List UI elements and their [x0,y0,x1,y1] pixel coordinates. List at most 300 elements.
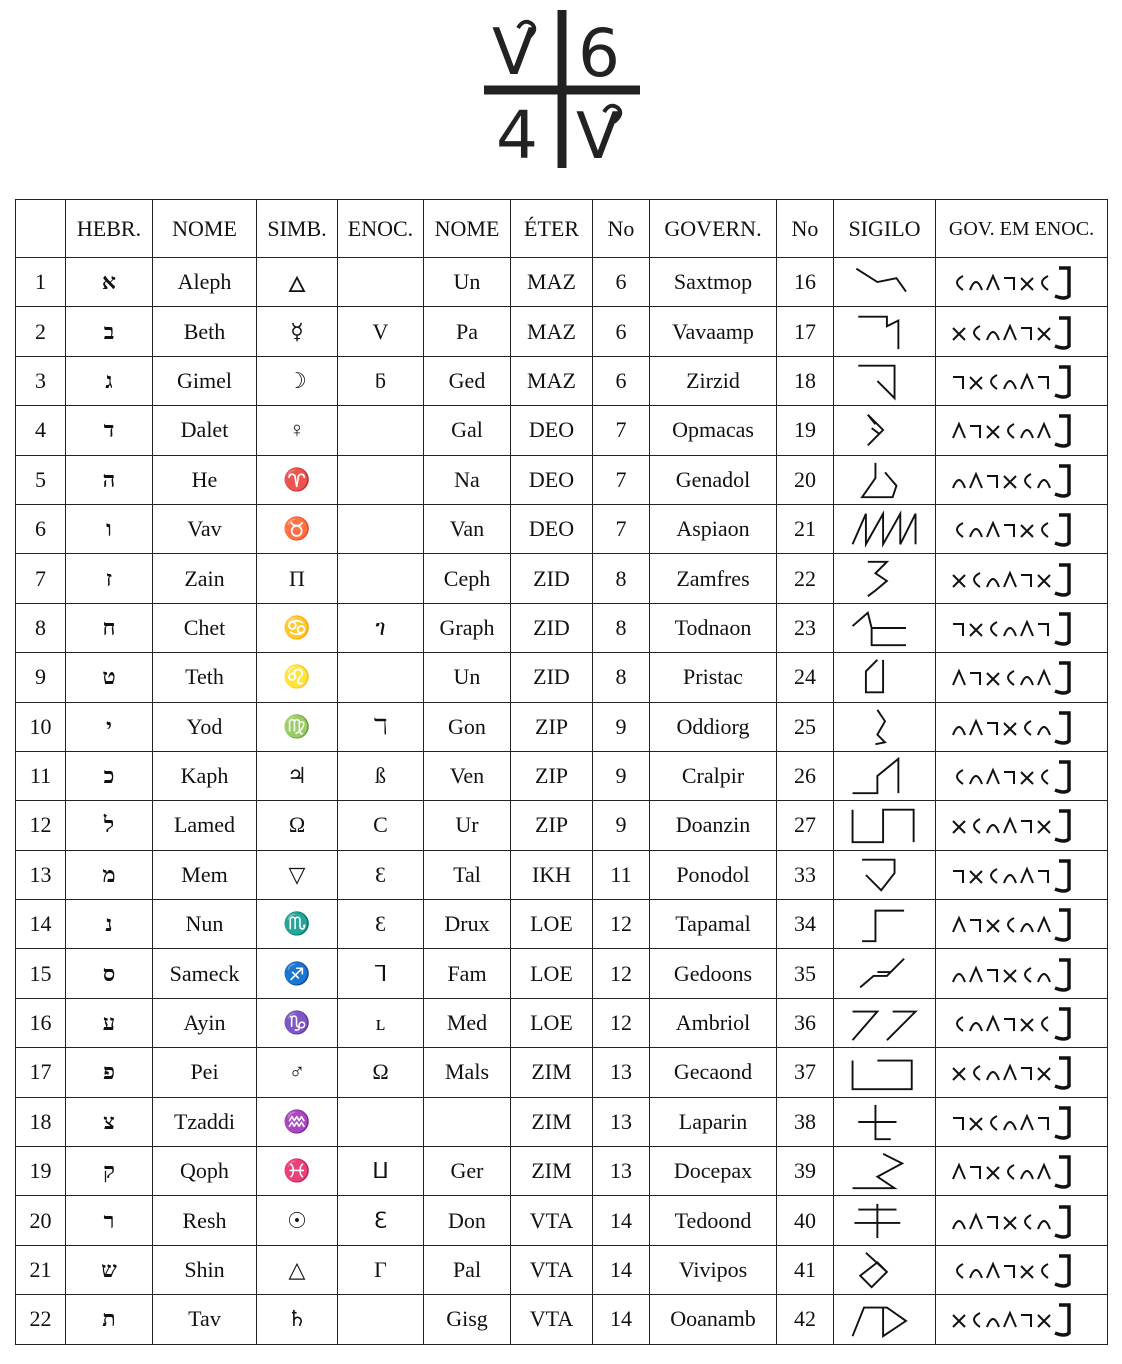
enochian-letter [338,258,424,307]
row-number: 5 [16,455,66,504]
governor-enochian-word [936,702,1108,751]
governor-number: 35 [777,949,834,998]
row-number: 3 [16,356,66,405]
header-aether-no: No [593,200,650,258]
row-number: 14 [16,900,66,949]
aether-number: 7 [593,504,650,553]
hebrew-letter: פ [66,1048,153,1097]
header-enochian-name: NOME [424,200,511,258]
header-enochian: ENOC. [338,200,424,258]
sigil-icon [834,653,936,702]
governor-enochian-word [936,1097,1108,1146]
table-row [16,406,1108,455]
emblem-bottom-left: 4 [496,97,538,170]
astro-symbol: ☿ [257,307,338,356]
letter-name: Lamed [153,801,257,850]
row-number: 21 [16,1245,66,1294]
row-number: 4 [16,406,66,455]
governor-enochian-word [936,900,1108,949]
enochian-letter-name: Un [424,258,511,307]
row-number: 15 [16,949,66,998]
governor-number: 37 [777,1048,834,1097]
hebrew-letter: ו [66,504,153,553]
letter-name: Aleph [153,258,257,307]
governor-enochian-word [936,1048,1108,1097]
table-row [16,1196,1108,1245]
aether-name: ZIP [511,801,593,850]
governor-number: 25 [777,702,834,751]
letter-name: Shin [153,1245,257,1294]
enochian-letter-name: Graph [424,603,511,652]
governor-enochian-word [936,949,1108,998]
enochian-letter-name: Ceph [424,554,511,603]
table-row [16,1097,1108,1146]
enochian-letter: ⵡ [338,1147,424,1196]
enochian-letter: ᒣ [338,949,424,998]
aether-name: DEO [511,504,593,553]
aether-number: 13 [593,1048,650,1097]
enochian-letter [338,653,424,702]
enochian-letter: ƃ [338,356,424,405]
letter-name: Sameck [153,949,257,998]
aether-name: LOE [511,998,593,1047]
table-row [16,1295,1108,1344]
enochian-letter-name: Ged [424,356,511,405]
header-governor-enochian: GOV. EM ENOC. [936,200,1108,258]
sigil-icon [834,998,936,1047]
aether-name: ZIM [511,1048,593,1097]
aether-number: 8 [593,653,650,702]
letter-name: Resh [153,1196,257,1245]
row-number: 7 [16,554,66,603]
letter-name: Tav [153,1295,257,1344]
astro-symbol: ♄ [257,1295,338,1344]
astro-symbol: ♓ [257,1147,338,1196]
enochian-letter-name: Don [424,1196,511,1245]
table-row [16,504,1108,553]
sigil-icon [834,554,936,603]
governor-name: Pristac [650,653,777,702]
aether-number: 12 [593,900,650,949]
governor-number: 41 [777,1245,834,1294]
aether-number: 14 [593,1245,650,1294]
hebrew-letter: צ [66,1097,153,1146]
table-row [16,801,1108,850]
governor-enochian-word [936,1245,1108,1294]
aether-number: 8 [593,603,650,652]
letter-name: Kaph [153,751,257,800]
governor-name: Doanzin [650,801,777,850]
enochian-letter: Ω [338,1048,424,1097]
enochian-letter-name: Fam [424,949,511,998]
header-symbol: SIMB. [257,200,338,258]
enochian-letter: ß [338,751,424,800]
table-row [16,307,1108,356]
emblem-bottom-right: V [576,100,620,170]
letter-name: Mem [153,850,257,899]
enochian-letter-name: Med [424,998,511,1047]
governor-name: Ooanamb [650,1295,777,1344]
astro-symbol: ♋ [257,603,338,652]
sigil-icon [834,850,936,899]
aether-number: 12 [593,998,650,1047]
sigil-icon [834,900,936,949]
emblem-top-right: 6 [578,15,620,92]
aether-name: DEO [511,455,593,504]
enochian-letter-name: Ur [424,801,511,850]
enochian-letter-name: Ven [424,751,511,800]
hebrew-letter: ג [66,356,153,405]
astro-symbol: ♒ [257,1097,338,1146]
governor-name: Oddiorg [650,702,777,751]
astro-symbol: ♐ [257,949,338,998]
aether-number: 12 [593,949,650,998]
enochian-letter-name: Pal [424,1245,511,1294]
sigil-icon [834,949,936,998]
table-row [16,1245,1108,1294]
row-number: 13 [16,850,66,899]
table-row [16,1147,1108,1196]
governor-number: 38 [777,1097,834,1146]
astro-symbol: ♍ [257,702,338,751]
governor-enochian-word [936,850,1108,899]
governor-name: Saxtmop [650,258,777,307]
table-row [16,603,1108,652]
aether-name: DEO [511,406,593,455]
header-row [16,200,1108,258]
hebrew-letter: נ [66,900,153,949]
letter-name: Ayin [153,998,257,1047]
enochian-letter: V [338,307,424,356]
enochian-letter: ገ [338,603,424,652]
aether-name: LOE [511,949,593,998]
hebrew-letter: א [66,258,153,307]
sigil-icon [834,1048,936,1097]
letter-name: Beth [153,307,257,356]
aether-number: 9 [593,702,650,751]
governor-number: 39 [777,1147,834,1196]
astro-symbol: ♏ [257,900,338,949]
astro-symbol: ♂ [257,1048,338,1097]
astro-symbol: ▽ [257,850,338,899]
row-number: 20 [16,1196,66,1245]
governor-name: Ambriol [650,998,777,1047]
emblem-logo [478,8,646,170]
astro-symbol: Ω [257,801,338,850]
governor-number: 33 [777,850,834,899]
aether-name: ZID [511,653,593,702]
governor-enochian-word [936,504,1108,553]
aether-name: IKH [511,850,593,899]
enochian-letter-name: Gon [424,702,511,751]
astro-symbol: ♈ [257,455,338,504]
governor-number: 42 [777,1295,834,1344]
astro-symbol: ♑ [257,998,338,1047]
governor-number: 27 [777,801,834,850]
sigil-icon [834,504,936,553]
governor-number: 23 [777,603,834,652]
aether-name: MAZ [511,258,593,307]
sigil-icon [834,258,936,307]
hebrew-letter: ל [66,801,153,850]
aether-number: 13 [593,1097,650,1146]
governor-name: Vivipos [650,1245,777,1294]
enochian-letter [338,1097,424,1146]
governor-number: 34 [777,900,834,949]
hebrew-letter: ש [66,1245,153,1294]
enochian-letter-name: Van [424,504,511,553]
governor-number: 17 [777,307,834,356]
aether-number: 6 [593,307,650,356]
hebrew-letter: ת [66,1295,153,1344]
sigil-icon [834,1196,936,1245]
header-governor: GOVERN. [650,200,777,258]
astro-symbol: △ [257,1245,338,1294]
letter-name: Qoph [153,1147,257,1196]
row-number: 17 [16,1048,66,1097]
governor-number: 26 [777,751,834,800]
governor-enochian-word [936,653,1108,702]
letter-name: Yod [153,702,257,751]
enochian-letter [338,455,424,504]
astro-symbol: ☽ [257,356,338,405]
governor-name: Cralpir [650,751,777,800]
enochian-letter: Γ [338,1245,424,1294]
sigil-icon [834,603,936,652]
sigil-icon [834,1245,936,1294]
enochian-letter-name: Ger [424,1147,511,1196]
astro-symbol: ♀ [257,406,338,455]
hebrew-letter: ר [66,1196,153,1245]
emblem-top-left: V [492,16,536,90]
governor-enochian-word [936,406,1108,455]
governor-name: Ponodol [650,850,777,899]
sigil-icon [834,751,936,800]
header-name: NOME [153,200,257,258]
sigil-icon [834,1097,936,1146]
table-row [16,900,1108,949]
enochian-letter: Ɛ [338,850,424,899]
aether-number: 14 [593,1295,650,1344]
row-number: 11 [16,751,66,800]
governor-enochian-word [936,455,1108,504]
letter-name: He [153,455,257,504]
enochian-letter [338,406,424,455]
enochian-letter-name: Na [424,455,511,504]
governor-name: Aspiaon [650,504,777,553]
governor-name: Tedoond [650,1196,777,1245]
astro-symbol: ♉ [257,504,338,553]
row-number: 18 [16,1097,66,1146]
governor-enochian-word [936,998,1108,1047]
header-aether: ÉTER [511,200,593,258]
letter-name: Nun [153,900,257,949]
row-number: 16 [16,998,66,1047]
aether-number: 6 [593,258,650,307]
letter-name: Chet [153,603,257,652]
aether-number: 7 [593,455,650,504]
table-row [16,1048,1108,1097]
row-number: 8 [16,603,66,652]
enochian-letter-name [424,1097,511,1146]
governor-name: Vavaamp [650,307,777,356]
row-number: 1 [16,258,66,307]
hebrew-letter: ב [66,307,153,356]
sigil-icon [834,1295,936,1344]
astro-symbol: ♃ [257,751,338,800]
table-row [16,949,1108,998]
table-row [16,998,1108,1047]
enochian-letter: Ɛ [338,900,424,949]
aether-name: MAZ [511,356,593,405]
table-row [16,554,1108,603]
governor-enochian-word [936,1295,1108,1344]
governor-name: Gecaond [650,1048,777,1097]
governor-name: Opmacas [650,406,777,455]
table-row [16,356,1108,405]
governor-name: Laparin [650,1097,777,1146]
governor-number: 20 [777,455,834,504]
letter-name: Pei [153,1048,257,1097]
enochian-letter-name: Un [424,653,511,702]
letter-name: Tzaddi [153,1097,257,1146]
hebrew-letter: ע [66,998,153,1047]
row-number: 10 [16,702,66,751]
sigil-icon [834,801,936,850]
hebrew-letter: מ [66,850,153,899]
letter-name: Teth [153,653,257,702]
correspondence-table [15,199,1108,1345]
sigil-icon [834,356,936,405]
letter-name: Vav [153,504,257,553]
table-row [16,258,1108,307]
aether-name: ZIP [511,751,593,800]
aether-number: 6 [593,356,650,405]
aether-name: ZIP [511,702,593,751]
hebrew-letter: ק [66,1147,153,1196]
governor-name: Tapamal [650,900,777,949]
hebrew-letter: י [66,702,153,751]
letter-name: Zain [153,554,257,603]
astro-symbol: Π [257,554,338,603]
hebrew-letter: כ [66,751,153,800]
sigil-icon [834,455,936,504]
sigil-icon [834,307,936,356]
governor-name: Docepax [650,1147,777,1196]
hebrew-letter: ט [66,653,153,702]
governor-number: 18 [777,356,834,405]
governor-enochian-word [936,307,1108,356]
hebrew-letter: ד [66,406,153,455]
aether-number: 9 [593,751,650,800]
aether-name: ZID [511,603,593,652]
enochian-letter: C [338,801,424,850]
header-sigil: SIGILO [834,200,936,258]
aether-name: VTA [511,1295,593,1344]
table-row [16,455,1108,504]
header-governor-no: No [777,200,834,258]
sigil-icon [834,702,936,751]
governor-name: Todnaon [650,603,777,652]
governor-number: 24 [777,653,834,702]
table-row [16,850,1108,899]
enochian-letter-name: Mals [424,1048,511,1097]
governor-number: 22 [777,554,834,603]
aether-number: 9 [593,801,650,850]
astro-symbol: 🜂 [257,258,338,307]
governor-number: 16 [777,258,834,307]
enochian-letter: ʟ [338,998,424,1047]
enochian-letter [338,504,424,553]
aether-name: ZID [511,554,593,603]
aether-name: VTA [511,1196,593,1245]
sigil-icon [834,406,936,455]
aether-number: 14 [593,1196,650,1245]
governor-number: 19 [777,406,834,455]
governor-name: Genadol [650,455,777,504]
hebrew-letter: ח [66,603,153,652]
enochian-letter-name: Tal [424,850,511,899]
aether-number: 13 [593,1147,650,1196]
enochian-letter [338,554,424,603]
governor-name: Zirzid [650,356,777,405]
aether-name: VTA [511,1245,593,1294]
enochian-letter-name: Gal [424,406,511,455]
aether-name: MAZ [511,307,593,356]
governor-enochian-word [936,801,1108,850]
governor-enochian-word [936,258,1108,307]
hebrew-letter: ס [66,949,153,998]
aether-name: ZIM [511,1147,593,1196]
governor-number: 36 [777,998,834,1047]
governor-number: 40 [777,1196,834,1245]
row-number: 2 [16,307,66,356]
hebrew-letter: ה [66,455,153,504]
row-number: 6 [16,504,66,553]
row-number: 12 [16,801,66,850]
governor-enochian-word [936,356,1108,405]
governor-name: Zamfres [650,554,777,603]
enochian-letter-name: Drux [424,900,511,949]
table-row [16,653,1108,702]
row-number: 9 [16,653,66,702]
hebrew-letter: ז [66,554,153,603]
header-hebrew: HEBR. [66,200,153,258]
enochian-letter [338,1295,424,1344]
governor-enochian-word [936,554,1108,603]
enochian-letter-name: Pa [424,307,511,356]
aether-number: 8 [593,554,650,603]
sigil-icon [834,1147,936,1196]
enochian-letter: ℸ [338,702,424,751]
governor-enochian-word [936,1147,1108,1196]
governor-name: Gedoons [650,949,777,998]
row-number: 19 [16,1147,66,1196]
table-row [16,702,1108,751]
table-row [16,751,1108,800]
governor-enochian-word [936,603,1108,652]
letter-name: Gimel [153,356,257,405]
astro-symbol: ☉ [257,1196,338,1245]
aether-name: ZIM [511,1097,593,1146]
governor-number: 21 [777,504,834,553]
letter-name: Dalet [153,406,257,455]
header-index [16,200,66,258]
governor-enochian-word [936,751,1108,800]
governor-enochian-word [936,1196,1108,1245]
enochian-letter-name: Gisg [424,1295,511,1344]
aether-number: 7 [593,406,650,455]
